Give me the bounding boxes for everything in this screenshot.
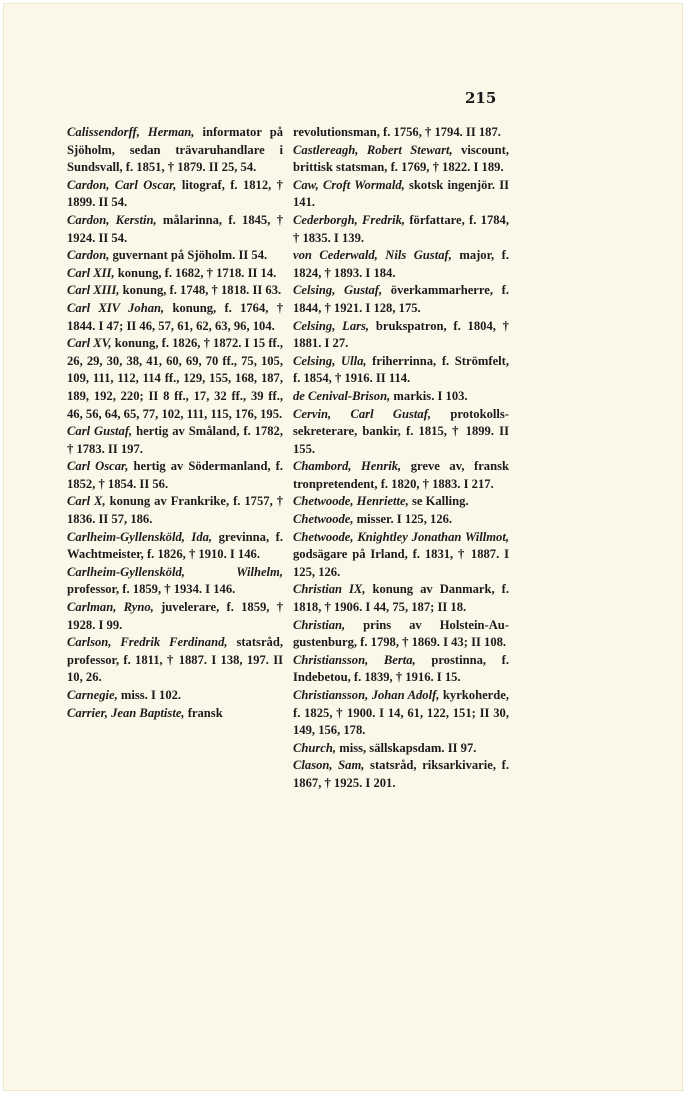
- entry-details: protokollssekreterare, bankir, f. 1815, † 1899. II 155.: [293, 406, 509, 456]
- entry-details: guvernant på Sjöholm. II 54.: [109, 248, 268, 263]
- entry-name: Carl XII,: [67, 265, 115, 280]
- entry-name: Carlheim-Gyllensköld, Ida,: [67, 529, 213, 544]
- index-entry: [67, 705, 283, 723]
- entry-name: Cervin, Carl Gustaf,: [293, 406, 432, 421]
- index-entry: [67, 212, 283, 247]
- page-number: 215: [465, 89, 497, 107]
- entry-details: litograf, f. 1812, † 1899. II 54.: [67, 177, 283, 210]
- entry-details: greve av, fransk tronpretendent, f. 1820, † 1883. I 217.: [293, 459, 509, 491]
- book-page: [3, 3, 683, 1091]
- entry-name: de Cenival-Brison,: [293, 388, 391, 403]
- index-entry: [293, 740, 509, 758]
- index-entry: [293, 581, 509, 616]
- entry-details: markis. I 103.: [390, 388, 468, 403]
- entry-details: statsråd, professor, f. 1811, † 1887. I 138, 197. II 10, 26.: [67, 635, 283, 685]
- entry-details: kyrkoherde, f. 1825, † 1900. I 14, 61, 122, 151; II 30, 149, 156, 178.: [293, 688, 510, 738]
- entry-details: miss. I 102.: [117, 688, 182, 702]
- entry-name: Celsing, Ulla,: [293, 353, 367, 368]
- index-entry: [293, 124, 509, 142]
- entry-details: informator på Sjöholm, sedan trävaruhandlare i Sundsvall, f. 1851, † 1879. II 25, 54.: [67, 125, 284, 175]
- entry-details: revolutionsman, f. 1756, † 1794. II 187.: [293, 125, 501, 139]
- entry-name: Carnegie,: [67, 688, 118, 702]
- index-entry: [293, 318, 509, 353]
- index-entry: [67, 335, 283, 423]
- entry-details: konung av Danmark, f. 1818, † 1906. I 44, 75, 187; II 18.: [293, 582, 509, 615]
- index-entry: [67, 529, 283, 564]
- index-entry: [67, 282, 283, 300]
- index-entry: [67, 493, 283, 528]
- entry-name: Castlereagh, Robert Stewart,: [293, 142, 453, 157]
- index-entry: [67, 599, 283, 634]
- entry-name: Carl Gustaf,: [67, 424, 133, 439]
- index-entry: [67, 300, 283, 335]
- index-column-right: [293, 124, 509, 793]
- entry-name: Cardon,: [67, 248, 110, 263]
- entry-name: Chetwoode,: [293, 512, 354, 527]
- entry-details: målarinna, f. 1845, † 1924. II 54.: [67, 212, 283, 245]
- entry-details: prins av Holstein-Augustenburg, f. 1798, † 1869. I 43; II 108.: [293, 617, 509, 650]
- entry-name: Church,: [293, 740, 337, 755]
- index-entry: [67, 423, 283, 458]
- index-entry: [293, 177, 509, 212]
- entry-details: brukspatron, f. 1804, † 1881. I 27.: [293, 318, 509, 351]
- index-entry: [67, 265, 283, 283]
- entry-name: Carrier, Jean Baptiste,: [67, 705, 185, 720]
- entry-details: konung, f. 1682, † 1718. II 14.: [114, 265, 277, 280]
- entry-name: Celsing, Gustaf,: [293, 283, 383, 298]
- entry-name: Carlson, Fredrik Ferdinand,: [67, 635, 228, 650]
- index-column-left: [67, 124, 283, 722]
- index-entry: [293, 652, 509, 687]
- entry-name: Chetwoode, Knightley Jonathan Willmot,: [293, 529, 509, 544]
- entry-details: fransk: [184, 705, 223, 720]
- entry-name: Clason, Sam,: [293, 758, 365, 773]
- index-entry: [293, 493, 509, 511]
- entry-name: Carlman, Ryno,: [67, 600, 154, 615]
- entry-details: juvelerare, f. 1859, † 1928. I 99.: [67, 600, 284, 632]
- entry-name: Carl XIII,: [67, 283, 120, 298]
- entry-name: Cardon, Carl Oscar,: [67, 177, 177, 192]
- entry-details: friherrinna, f. Strömfelt, f. 1854, † 1916. II 114.: [293, 353, 510, 386]
- entry-details: professor, f. 1859, † 1934. I 146.: [67, 582, 236, 597]
- entry-details: hertig av Småland, f. 1782, † 1783. II 197.: [67, 424, 283, 456]
- entry-details: se Kalling.: [408, 494, 469, 509]
- entry-details: statsråd, riksarkivarie, f. 1867, † 1925. I 201.: [293, 758, 509, 790]
- index-entry: [293, 353, 509, 388]
- index-entry: [67, 564, 283, 599]
- entry-details: prostinna, f. Indebetou, f. 1839, † 1916. I 15.: [293, 652, 509, 685]
- entry-name: Carlheim-Gyllensköld, Wilhelm,: [67, 564, 283, 579]
- entry-name: Carl Oscar,: [67, 459, 129, 474]
- index-entry: [293, 406, 509, 459]
- index-entry: [67, 177, 283, 212]
- index-entry: [293, 458, 509, 493]
- index-entry: [67, 687, 283, 705]
- entry-details: viscount, brittisk statsman, f. 1769, † 1822. I 189.: [293, 142, 509, 175]
- index-entry: [293, 388, 509, 406]
- entry-name: Christian IX,: [293, 582, 366, 597]
- index-entry: [293, 511, 509, 529]
- index-entry: [67, 247, 283, 265]
- entry-name: Carl XIV Johan,: [67, 300, 165, 315]
- entry-name: von Cederwald, Nils Gustaf,: [293, 248, 452, 263]
- index-entry: [293, 687, 509, 740]
- entry-details: major, f. 1824, † 1893. I 184.: [293, 248, 510, 280]
- entry-details: konung, f. 1826, † 1872. I 15 ff., 26, 29, 30, 38, 41, 60, 69, 70 ff., 75, 105, 109, 111, 112, 114 ff., 129, 155, 168, 187, 189, 192, 220; II 8 ff., 17, 32 ff., 39 ff., 46, 56, 64, 65, 77, 102, 111, 115, 176, 195.: [67, 336, 284, 421]
- entry-details: grevinna, f. Wachtmeister, f. 1826, † 1910. I 146.: [67, 529, 283, 562]
- entry-name: Christian,: [293, 617, 346, 632]
- entry-name: Christiansson, Johan Adolf,: [293, 688, 440, 702]
- entry-name: Caw, Croft Wormald,: [293, 177, 405, 192]
- entry-name: Celsing, Lars,: [293, 318, 370, 333]
- entry-details: godsägare på Irland, f. 1831, † 1887. I 125, 126.: [293, 547, 509, 579]
- entry-details: konung, f. 1764, † 1844. I 47; II 46, 57, 61, 62, 63, 96, 104.: [67, 300, 283, 333]
- index-entry: [293, 282, 509, 317]
- entry-name: Chetwoode, Henriette,: [293, 494, 409, 509]
- index-entry: [293, 757, 509, 792]
- entry-details: överkammarherre, f. 1844, † 1921. I 128, 175.: [293, 283, 509, 315]
- entry-name: Carl XV,: [67, 336, 112, 351]
- entry-details: miss, sällskapsdam. II 97.: [336, 740, 477, 755]
- index-entry: [293, 142, 509, 177]
- entry-name: Cederborgh, Fredrik,: [293, 212, 406, 227]
- entry-details: konung, f. 1748, † 1818. II 63.: [119, 283, 282, 298]
- index-entry: [67, 634, 283, 687]
- index-entry: [67, 458, 283, 493]
- entry-name: Cardon, Kerstin,: [67, 212, 157, 227]
- entry-details: misser. I 125, 126.: [353, 512, 453, 527]
- entry-details: skotsk ingenjör. II 141.: [293, 177, 510, 210]
- index-entry: [293, 212, 509, 247]
- entry-details: hertig av Södermanland, f. 1852, † 1854. II 56.: [67, 459, 283, 491]
- entry-name: Christiansson, Berta,: [293, 652, 416, 667]
- index-entry: [293, 247, 509, 282]
- entry-name: Carl X,: [67, 494, 106, 509]
- entry-details: författare, f. 1784, † 1835. I 139.: [293, 212, 509, 245]
- entry-name: Calissendorff, Herman,: [67, 125, 195, 139]
- entry-details: konung av Frankrike, f. 1757, † 1836. II 57, 186.: [67, 494, 283, 527]
- index-entry: [293, 617, 509, 652]
- index-entry: [293, 529, 509, 582]
- entry-name: Chambord, Henrik,: [293, 459, 402, 474]
- index-entry: [67, 124, 283, 177]
